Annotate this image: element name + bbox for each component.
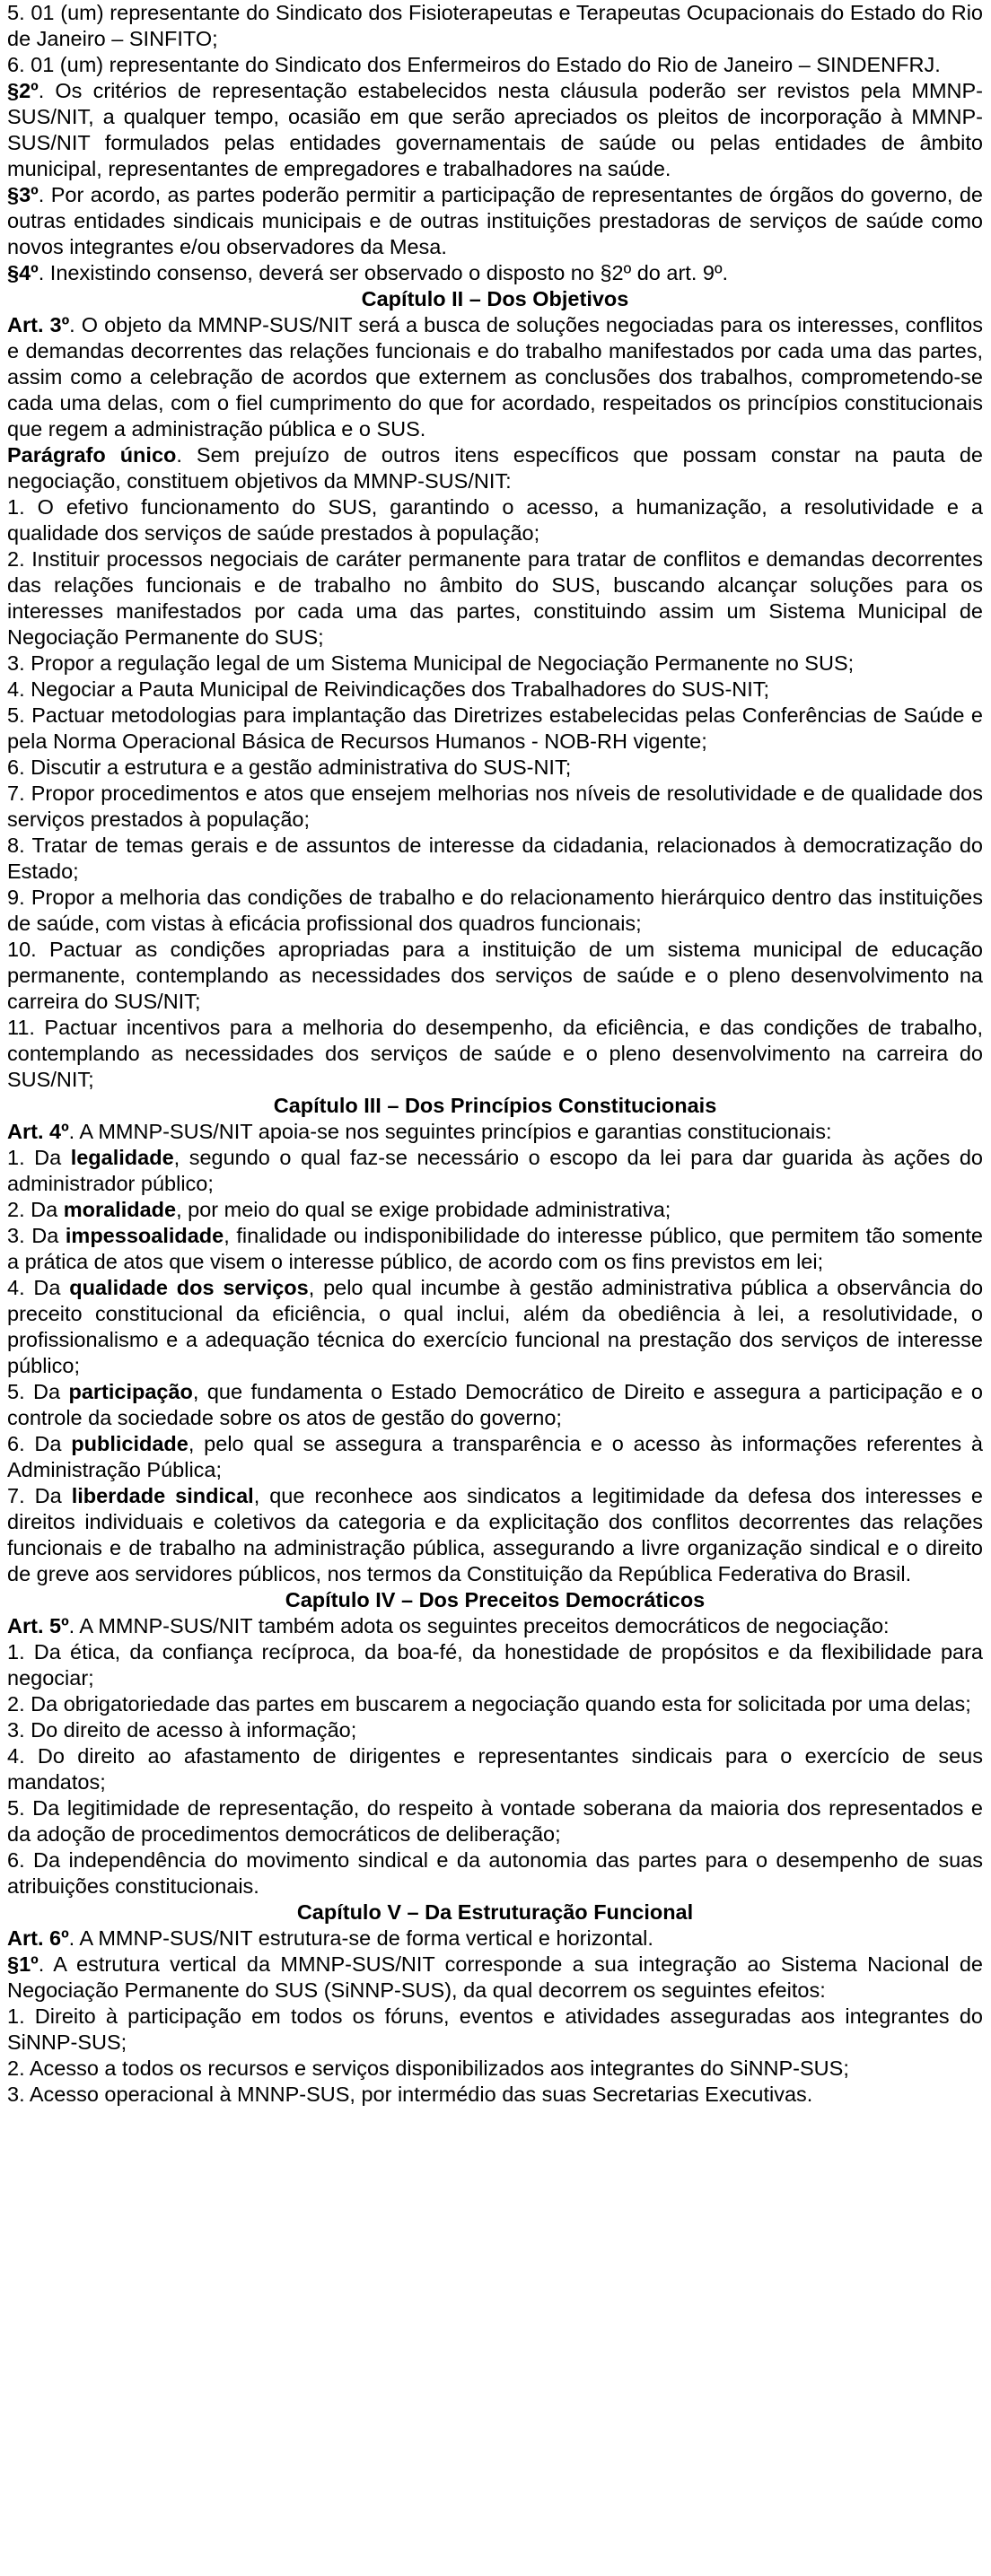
text-run: . Inexistindo consenso, deverá ser observado o disposto no §2º do art. 9º. [38,261,729,284]
text-run: . A MMNP-SUS/NIT também adota os seguintes preceitos democráticos de negociação: [68,1614,890,1637]
text-run: Capítulo II – Dos Objetivos [361,287,629,310]
paragraph [7,2056,983,2082]
text-run: , segundo o qual faz-se necessário o escopo da lei para dar guarida às ações do administrador público; [7,1146,983,1195]
bold-text: impessoalidade [65,1224,224,1247]
text-run: Capítulo V – Da Estruturação Funcional [296,1900,694,1924]
paragraph [7,781,983,833]
text-run: 6. 01 (um) representante do Sindicato dos Enfermeiros do Estado do Rio de Janeiro – SINDENFRJ. [7,53,941,76]
chapter-heading [7,1587,983,1613]
text-run: 5. Da legitimidade de representação, do respeito à vontade soberana da maioria dos representados e da adoção de procedimentos democráticos de deliberação; [7,1796,983,1846]
bold-text: legalidade [70,1146,174,1169]
bold-text: §1º [7,1952,39,1976]
bold-text: Art. 4º [7,1120,69,1143]
text-run: . A MMNP-SUS/NIT estrutura-se de forma vertical e horizontal. [68,1926,653,1950]
paragraph [7,442,983,494]
text-run: 1. Direito à participação em todos os fóruns, eventos e atividades asseguradas aos integrantes do SiNNP-SUS; [7,2004,983,2054]
paragraph [7,1119,983,1145]
paragraph [7,1223,983,1275]
text-run: , por meio do qual se exige probidade administrativa; [176,1198,671,1221]
paragraph [7,1847,983,1899]
bold-text: liberdade sindical [71,1484,254,1507]
text-run: . Os critérios de representação estabelecidos nesta cláusula poderão ser revistos pela MMNP-SUS/NIT, a qualquer tempo, ocasião em que serão apreciados os pleitos de incorporação à MMNP-SUS/NIT formulados pelas entidades governamentais de saúde ou pelas entidades de âmbito municipal, representantes de empregadores e trabalhadores na saúde. [7,79,983,180]
text-run: . A MMNP-SUS/NIT apoia-se nos seguintes princípios e garantias constitucionais: [68,1120,832,1143]
paragraph [7,260,983,286]
text-run: , que reconhece aos sindicatos a legitimidade da defesa dos interesses e direitos individuais e coletivos da categoria e da explicitação dos conflitos decorrentes das relações funcionais e de trabalho na administração pública, assegurando a livre organização sindical e o direito de greve aos servidores públicos, nos termos da Constituição da República Federativa do Brasil. [7,1484,983,1585]
bold-text: participação [68,1380,193,1403]
text-run: , finalidade ou indisponibilidade do interesse público, que permitem tão somente a prática de atos que visem o interesse público, de acordo com os fins previstos em lei; [7,1224,984,1273]
chapter-heading [7,1899,983,1925]
text-run: . Sem prejuízo de outros itens específicos que possam constar na pauta de negociação, constituem objetivos da MMNP-SUS/NIT: [7,443,984,493]
text-run: . Por acordo, as partes poderão permitir a participação de representantes de órgãos do governo, de outras entidades sindicais municipais e de outras instituições prestadoras de serviços de saúde como novos integrantes e/ou observadores da Mesa. [7,183,983,258]
paragraph [7,1952,983,2004]
bold-text: Parágrafo único [7,443,177,467]
paragraph [7,677,983,703]
text-run: 2. Da obrigatoriedade das partes em buscarem a negociação quando esta for solicitada por uma delas; [7,1692,971,1716]
text-run: 1. Da [7,1146,71,1169]
paragraph [7,2004,983,2056]
text-run: 2. Acesso a todos os recursos e serviços disponibilizados aos integrantes do SiNNP-SUS; [7,2056,849,2080]
paragraph [7,937,983,1015]
bold-text: Art. 3º [7,313,70,336]
paragraph [7,1197,983,1223]
paragraph [7,546,983,651]
paragraph [7,1925,983,1952]
text-run: , pelo qual se assegura a transparência e o acesso às informações referentes à Administração Pública; [7,1432,983,1481]
text-run: 6. Da independência do movimento sindical e da autonomia das partes para o desempenho de suas atribuições constitucionais. [7,1848,983,1898]
paragraph [7,1379,983,1431]
text-run: . O objeto da MMNP-SUS/NIT será a busca de soluções negociadas para os interesses, conflitos e demandas decorrentes das relações funcionais e do trabalho manifestados por cada uma das partes, assim como a celebração de acordos que externem as conclusões dos trabalhos, comprometendo-se cada uma delas, com o fiel cumprimento do que for acordado, respeitados os princípios constitucionais que regem a administração pública e o SUS. [7,313,983,441]
text-run: Capítulo IV – Dos Preceitos Democráticos [285,1588,706,1611]
text-run: Capítulo III – Dos Princípios Constitucionais [273,1094,717,1117]
paragraph [7,182,983,260]
text-run: 7. Propor procedimentos e atos que ensejem melhorias nos níveis de resolutividade e de qualidade dos serviços prestados à população; [7,782,983,831]
text-run: 3. Propor a regulação legal de um Sistema Municipal de Negociação Permanente no SUS; [7,651,855,675]
text-run: 2. Instituir processos negociais de caráter permanente para tratar de conflitos e demandas decorrentes das relações funcionais e de trabalho no âmbito do SUS, buscando alcançar soluções para os interesses manifestados por cada uma das partes, constituindo assim um Sistema Municipal de Negociação Permanente do SUS; [7,547,983,649]
bold-text: §3º [7,183,39,206]
text-run: 4. Do direito ao afastamento de dirigentes e representantes sindicais para o exercício de seus mandatos; [7,1744,983,1794]
text-run: 1. Da ética, da confiança recíproca, da boa-fé, da honestidade de propósitos e da flexibilidade para negociar; [7,1640,983,1690]
paragraph [7,1639,983,1691]
paragraph [7,1717,983,1743]
paragraph [7,1483,983,1587]
bold-text: moralidade [63,1198,177,1221]
paragraph [7,833,983,885]
paragraph [7,2082,983,2108]
text-run: 3. Acesso operacional à MNNP-SUS, por intermédio das suas Secretarias Executivas. [7,2083,813,2106]
paragraph [7,312,983,442]
text-run: 11. Pactuar incentivos para a melhoria do desempenho, da eficiência, e das condições de trabalho, contemplando as necessidades dos serviços de saúde e o pleno desenvolvimento na carreira do SUS/NIT; [7,1016,983,1091]
paragraph [7,78,983,182]
text-run: 5. Da [7,1380,69,1403]
paragraph [7,1431,983,1483]
bold-text: publicidade [71,1432,189,1455]
bold-text: qualidade dos serviços [69,1276,309,1299]
paragraph [7,1145,983,1197]
text-run: 10. Pactuar as condições apropriadas para a instituição de um sistema municipal de educação permanente, contemplando as necessidades dos serviços de saúde e o pleno desenvolvimento na carreira do SUS/NIT; [7,938,983,1013]
paragraph [7,885,983,937]
text-run: 8. Tratar de temas gerais e de assuntos de interesse da cidadania, relacionados à democratização do Estado; [7,834,983,883]
bold-text: Art. 5º [7,1614,69,1637]
text-run: 7. Da [7,1484,72,1507]
text-run: 9. Propor a melhoria das condições de trabalho e do relacionamento hierárquico dentro das instituições de saúde, com vistas à eficácia profissional dos quadros funcionais; [7,886,983,935]
text-run: 1. O efetivo funcionamento do SUS, garantindo o acesso, a humanização, a resolutividade e a qualidade dos serviços de saúde prestados à população; [7,495,983,545]
paragraph [7,494,983,546]
paragraph [7,52,983,78]
text-run: 3. Da [7,1224,66,1247]
paragraph [7,755,983,781]
paragraph [7,1275,983,1379]
text-run: 6. Discutir a estrutura e a gestão administrativa do SUS-NIT; [7,755,572,779]
text-run: 6. Da [7,1432,72,1455]
chapter-heading [7,286,983,312]
text-run: 4. Da [7,1276,70,1299]
paragraph [7,1795,983,1847]
bold-text: Art. 6º [7,1926,69,1950]
bold-text: §2º [7,79,39,102]
paragraph [7,703,983,755]
paragraph [7,1613,983,1639]
text-run: 5. Pactuar metodologias para implantação das Diretrizes estabelecidas pelas Conferências de Saúde e pela Norma Operacional Básica de Recursos Humanos - NOB-RH vigente; [7,703,983,753]
text-run: 3. Do direito de acesso à informação; [7,1718,357,1742]
paragraph [7,0,983,52]
paragraph [7,651,983,677]
text-run: , pelo qual incumbe à gestão administrativa pública a observância do preceito constitucional da eficiência, o qual inclui, além da obediência à lei, a resolutividade, o profissionalismo e a adequação técnica do exercício funcional na prestação dos serviços de interesse público; [7,1276,984,1377]
text-run: , que fundamenta o Estado Democrático de Direito e assegura a participação e o controle da sociedade sobre os atos de gestão do governo; [7,1380,983,1429]
text-run: 2. Da [7,1198,64,1221]
paragraph [7,1015,983,1093]
paragraph [7,1691,983,1717]
chapter-heading [7,1093,983,1119]
paragraph [7,1743,983,1795]
bold-text: §4º [7,261,39,284]
text-run: 4. Negociar a Pauta Municipal de Reivindicações dos Trabalhadores do SUS-NIT; [7,677,770,701]
text-run: . A estrutura vertical da MMNP-SUS/NIT corresponde a sua integração ao Sistema Nacional de Negociação Permanente do SUS (SiNNP-SUS), da qual decorrem os seguintes efeitos: [7,1952,983,2002]
text-run: 5. 01 (um) representante do Sindicato dos Fisioterapeutas e Terapeutas Ocupacionais do Estado do Rio de Janeiro – SINFITO; [7,1,983,50]
